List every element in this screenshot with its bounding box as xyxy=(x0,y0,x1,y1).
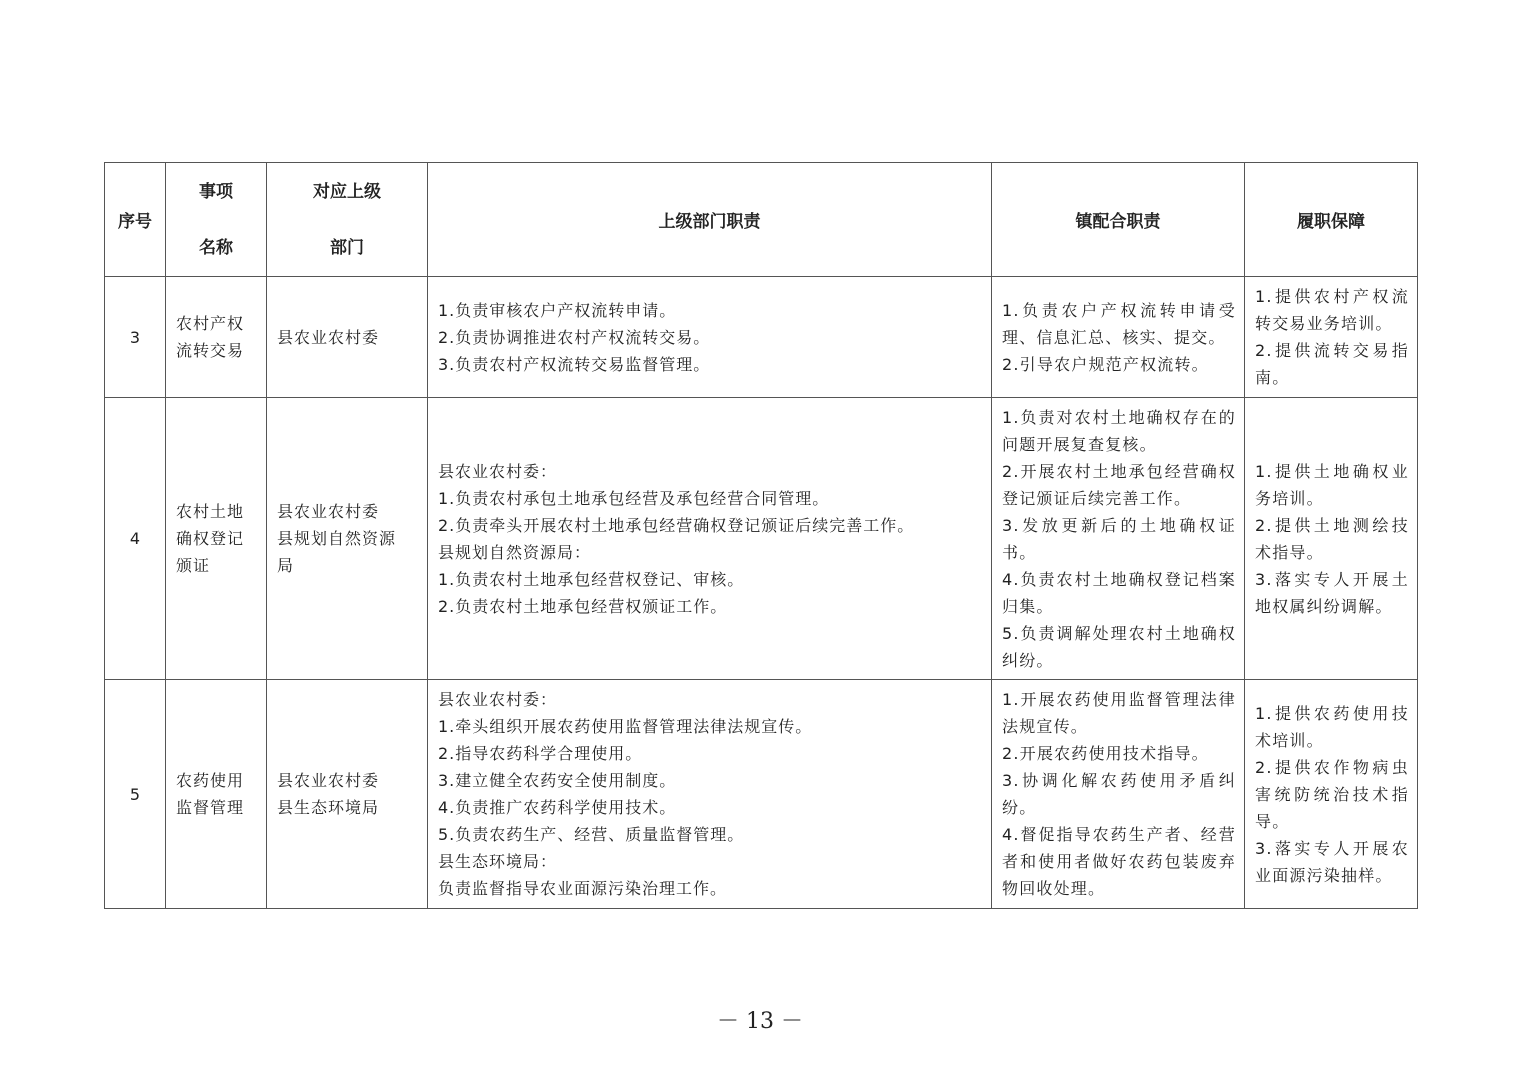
row-guarantee xyxy=(1245,277,1418,398)
page-number: － 13 － xyxy=(717,1009,803,1034)
duty-line: 县农业农村委： xyxy=(438,690,558,709)
dept-line: 县农业农村委 xyxy=(277,502,380,521)
row-seq: 3 xyxy=(105,277,166,398)
duty-line: 3.建立健全农药安全使用制度。 xyxy=(438,771,677,790)
row-seq: 5 xyxy=(105,680,166,909)
town-duty-item: 2.开展农村土地承包经营确权登记颁证后续完善工作。 xyxy=(1002,461,1236,508)
row-item-name xyxy=(166,680,267,909)
town-duty-item: 4.督促指导农药生产者、经营者和使用者做好农药包装废弃物回收处理。 xyxy=(1002,825,1236,898)
dept-line: 县农业农村委 xyxy=(277,771,380,790)
duty-line: 4.负责推广农药科学使用技术。 xyxy=(438,798,677,817)
table-row xyxy=(105,277,1418,398)
item-name-line: 颁证 xyxy=(176,556,211,575)
row-upper-dept xyxy=(267,398,428,680)
town-duty-item: 1.开展农药使用监督管理法律法规宣传。 xyxy=(1002,690,1236,736)
row-town-duty xyxy=(992,277,1245,398)
duty-line: 5.负责农药生产、经营、质量监督管理。 xyxy=(438,825,745,844)
dept-line: 县生态环境局 xyxy=(277,798,380,817)
item-name-line: 农村土地 xyxy=(176,502,245,521)
duty-line: 县农业农村委： xyxy=(438,461,558,481)
guarantee-item: 1.提供土地确权业务培训。 xyxy=(1255,461,1409,508)
header-town-duty: 镇配合职责 xyxy=(992,163,1245,277)
guarantee-item: 1.提供农村产权流转交易业务培训。 xyxy=(1255,287,1409,333)
table-row xyxy=(105,680,1418,909)
town-duty-item: 5.负责调解处理农村土地确权纠纷。 xyxy=(1002,623,1236,670)
item-name-line: 农村产权 xyxy=(176,314,245,333)
header-guarantee: 履职保障 xyxy=(1245,163,1418,277)
dept-line: 县规划自然资源 xyxy=(277,529,397,548)
guarantee-item: 3.落实专人开展土地权属纠纷调解。 xyxy=(1255,569,1409,616)
town-duty-item: 3.发放更新后的土地确权证书。 xyxy=(1002,515,1236,562)
header-upper-dept xyxy=(267,163,428,277)
row-upper-dept xyxy=(267,277,428,398)
header-upper-duty: 上级部门职责 xyxy=(428,163,992,277)
row-upper-duty xyxy=(428,398,992,680)
item-name-line: 农药使用 xyxy=(176,771,245,790)
row-guarantee xyxy=(1245,398,1418,680)
duty-line: 3.负责农村产权流转交易监督管理。 xyxy=(438,354,711,374)
row-town-duty xyxy=(992,680,1245,909)
duty-line: 1.负责农村承包土地承包经营及承包经营合同管理。 xyxy=(438,488,830,508)
header-item-name-line1: 事项 xyxy=(199,181,233,202)
item-name-line: 流转交易 xyxy=(176,341,245,360)
guarantee-item: 2.提供流转交易指南。 xyxy=(1255,341,1409,387)
duty-line: 2.负责牵头开展农村土地承包经营确权登记颁证后续完善工作。 xyxy=(438,515,915,535)
duty-line: 1.负责农村土地承包经营权登记、审核。 xyxy=(438,569,745,589)
row-item-name xyxy=(166,398,267,680)
row-town-duty xyxy=(992,398,1245,680)
duty-line: 负责监督指导农业面源污染治理工作。 xyxy=(438,879,728,898)
guarantee-item: 3.落实专人开展农业面源污染抽样。 xyxy=(1255,838,1409,885)
duty-line: 2.指导农药科学合理使用。 xyxy=(438,744,643,763)
table-row xyxy=(105,398,1418,680)
header-upper-dept-line1: 对应上级 xyxy=(313,181,381,202)
guarantee-item: 2.提供土地测绘技术指导。 xyxy=(1255,515,1409,562)
duty-line: 县生态环境局： xyxy=(438,852,558,871)
town-duty-item: 4.负责农村土地确权登记档案归集。 xyxy=(1002,569,1236,616)
header-row xyxy=(105,163,1418,277)
row-upper-duty xyxy=(428,277,992,398)
item-name-line: 确权登记 xyxy=(176,529,245,548)
row-upper-duty xyxy=(428,680,992,909)
duty-line: 县规划自然资源局： xyxy=(438,542,592,562)
guarantee-item: 2.提供农作物病虫害统防统治技术指导。 xyxy=(1255,757,1409,831)
row-item-name xyxy=(166,277,267,398)
duty-line: 2.负责协调推进农村产权流转交易。 xyxy=(438,327,711,347)
row-guarantee xyxy=(1245,680,1418,909)
header-upper-dept-line2: 部门 xyxy=(330,237,364,258)
town-duty-item: 1.负责对农村土地确权存在的问题开展复查复核。 xyxy=(1002,407,1236,454)
town-duty-item: 3.协调化解农药使用矛盾纠纷。 xyxy=(1002,771,1236,817)
town-duty-item: 2.开展农药使用技术指导。 xyxy=(1002,744,1209,763)
dept-line: 局 xyxy=(277,556,295,575)
row-upper-dept xyxy=(267,680,428,909)
item-name-line: 监督管理 xyxy=(176,798,245,817)
header-seq: 序号 xyxy=(105,163,166,277)
town-duty-item: 2.引导农户规范产权流转。 xyxy=(1002,354,1209,374)
header-item-name xyxy=(166,163,267,277)
duty-line: 1.负责审核农户产权流转申请。 xyxy=(438,300,677,320)
row-seq: 4 xyxy=(105,398,166,680)
duty-table xyxy=(104,162,1418,909)
duty-line: 2.负责农村土地承包经营权颁证工作。 xyxy=(438,596,728,616)
duty-line: 1.牵头组织开展农药使用监督管理法律法规宣传。 xyxy=(438,717,813,736)
town-duty-item: 1.负责农户产权流转申请受理、信息汇总、核实、提交。 xyxy=(1002,300,1236,347)
header-item-name-line2: 名称 xyxy=(199,237,233,258)
guarantee-item: 1.提供农药使用技术培训。 xyxy=(1255,703,1409,750)
dept-line: 县农业农村委 xyxy=(277,327,380,347)
